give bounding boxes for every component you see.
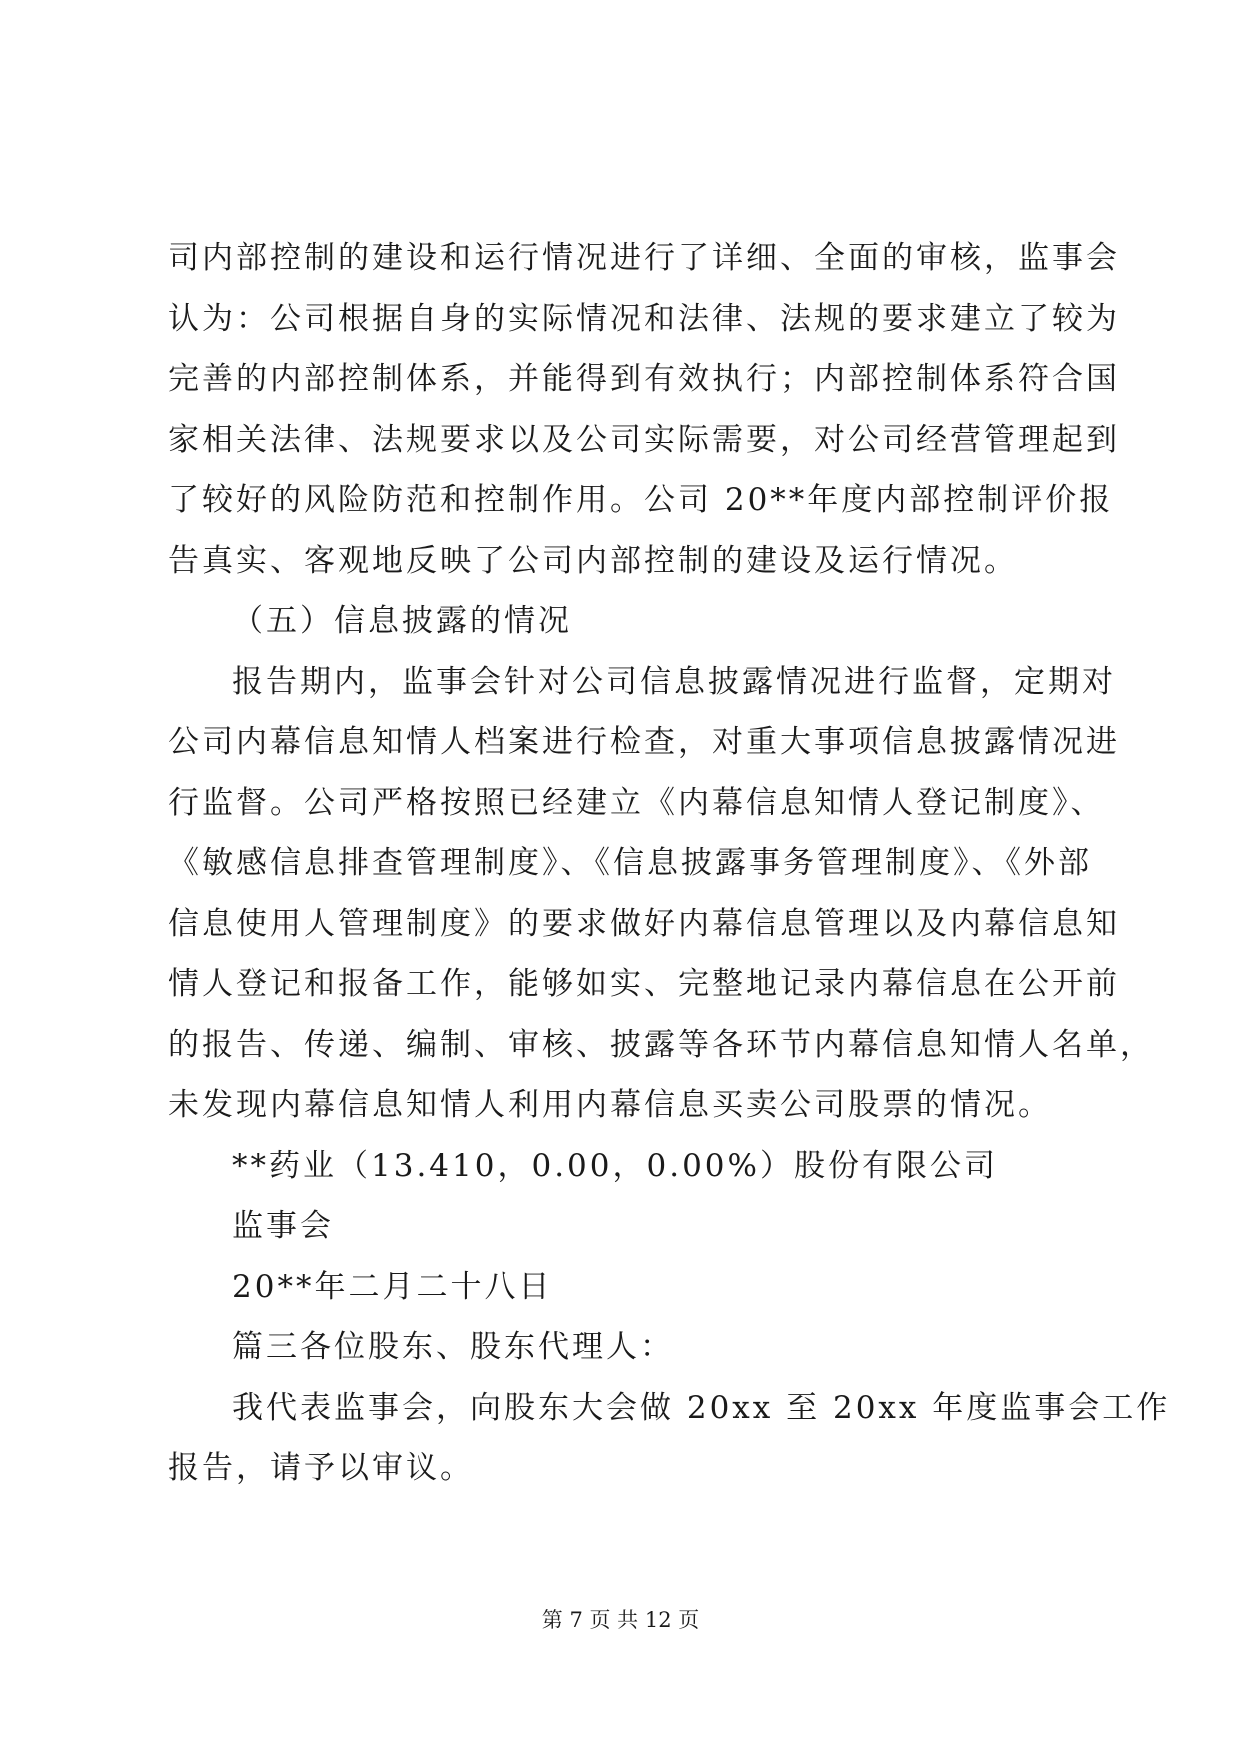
- paragraph-1-line: 了较好的风险防范和控制作用。公司 20**年度内部控制评价报: [168, 482, 1114, 518]
- paragraph-1-line: 认为：公司根据自身的实际情况和法律、法规的要求建立了较为: [168, 300, 1120, 337]
- page-footer: 第 7 页 共 12 页: [541, 1608, 700, 1632]
- paragraph-1-line: 告真实、客观地反映了公司内部控制的建设及运行情况。: [168, 542, 1018, 579]
- section-three-salutation: 篇三各位股东、股东代理人：: [232, 1329, 674, 1365]
- paragraph-2-line: 行监督。公司严格按照已经建立《内幕信息知情人登记制度》、: [168, 784, 1105, 821]
- paragraph-3-line: 我代表监事会，向股东大会做 20xx 至 20xx 年度监事会工作: [232, 1389, 1171, 1426]
- paragraph-2-line: 公司内幕信息知情人档案进行检查，对重大事项信息披露情况进: [168, 724, 1120, 760]
- paragraph-2-line: 情人登记和报备工作，能够如实、完整地记录内幕信息在公开前: [168, 966, 1120, 1002]
- signature-board: 监事会: [232, 1208, 334, 1244]
- paragraph-2-line: 的报告、传递、编制、审核、披露等各环节内幕信息知情人名单，: [168, 1026, 1154, 1063]
- paragraph-1-line: 司内部控制的建设和运行情况进行了详细、全面的审核，监事会: [168, 240, 1120, 276]
- paragraph-2-line: 信息使用人管理制度》的要求做好内幕信息管理以及内幕信息知: [168, 905, 1120, 942]
- paragraph-2-line: 报告期内，监事会针对公司信息披露情况进行监督，定期对: [232, 663, 1116, 700]
- paragraph-1-line: 完善的内部控制体系，并能得到有效执行；内部控制体系符合国: [168, 361, 1120, 397]
- document-body: [168, 228, 1171, 1499]
- paragraph-1-line: 家相关法律、法规要求以及公司实际需要，对公司经营管理起到: [168, 421, 1120, 458]
- paragraph-2-line: 《敏感信息排查管理制度》、《信息披露事务管理制度》、《外部: [168, 845, 1092, 881]
- paragraph-2-line: 未发现内幕信息知情人利用内幕信息买卖公司股票的情况。: [168, 1087, 1052, 1123]
- signature-date: 20**年二月二十八日: [232, 1268, 553, 1305]
- paragraph-3-line: 报告，请予以审议。: [168, 1450, 474, 1486]
- section-heading: （五）信息披露的情况: [232, 603, 572, 639]
- signature-company: **药业（13.410，0.00，0.00%）股份有限公司: [232, 1147, 998, 1184]
